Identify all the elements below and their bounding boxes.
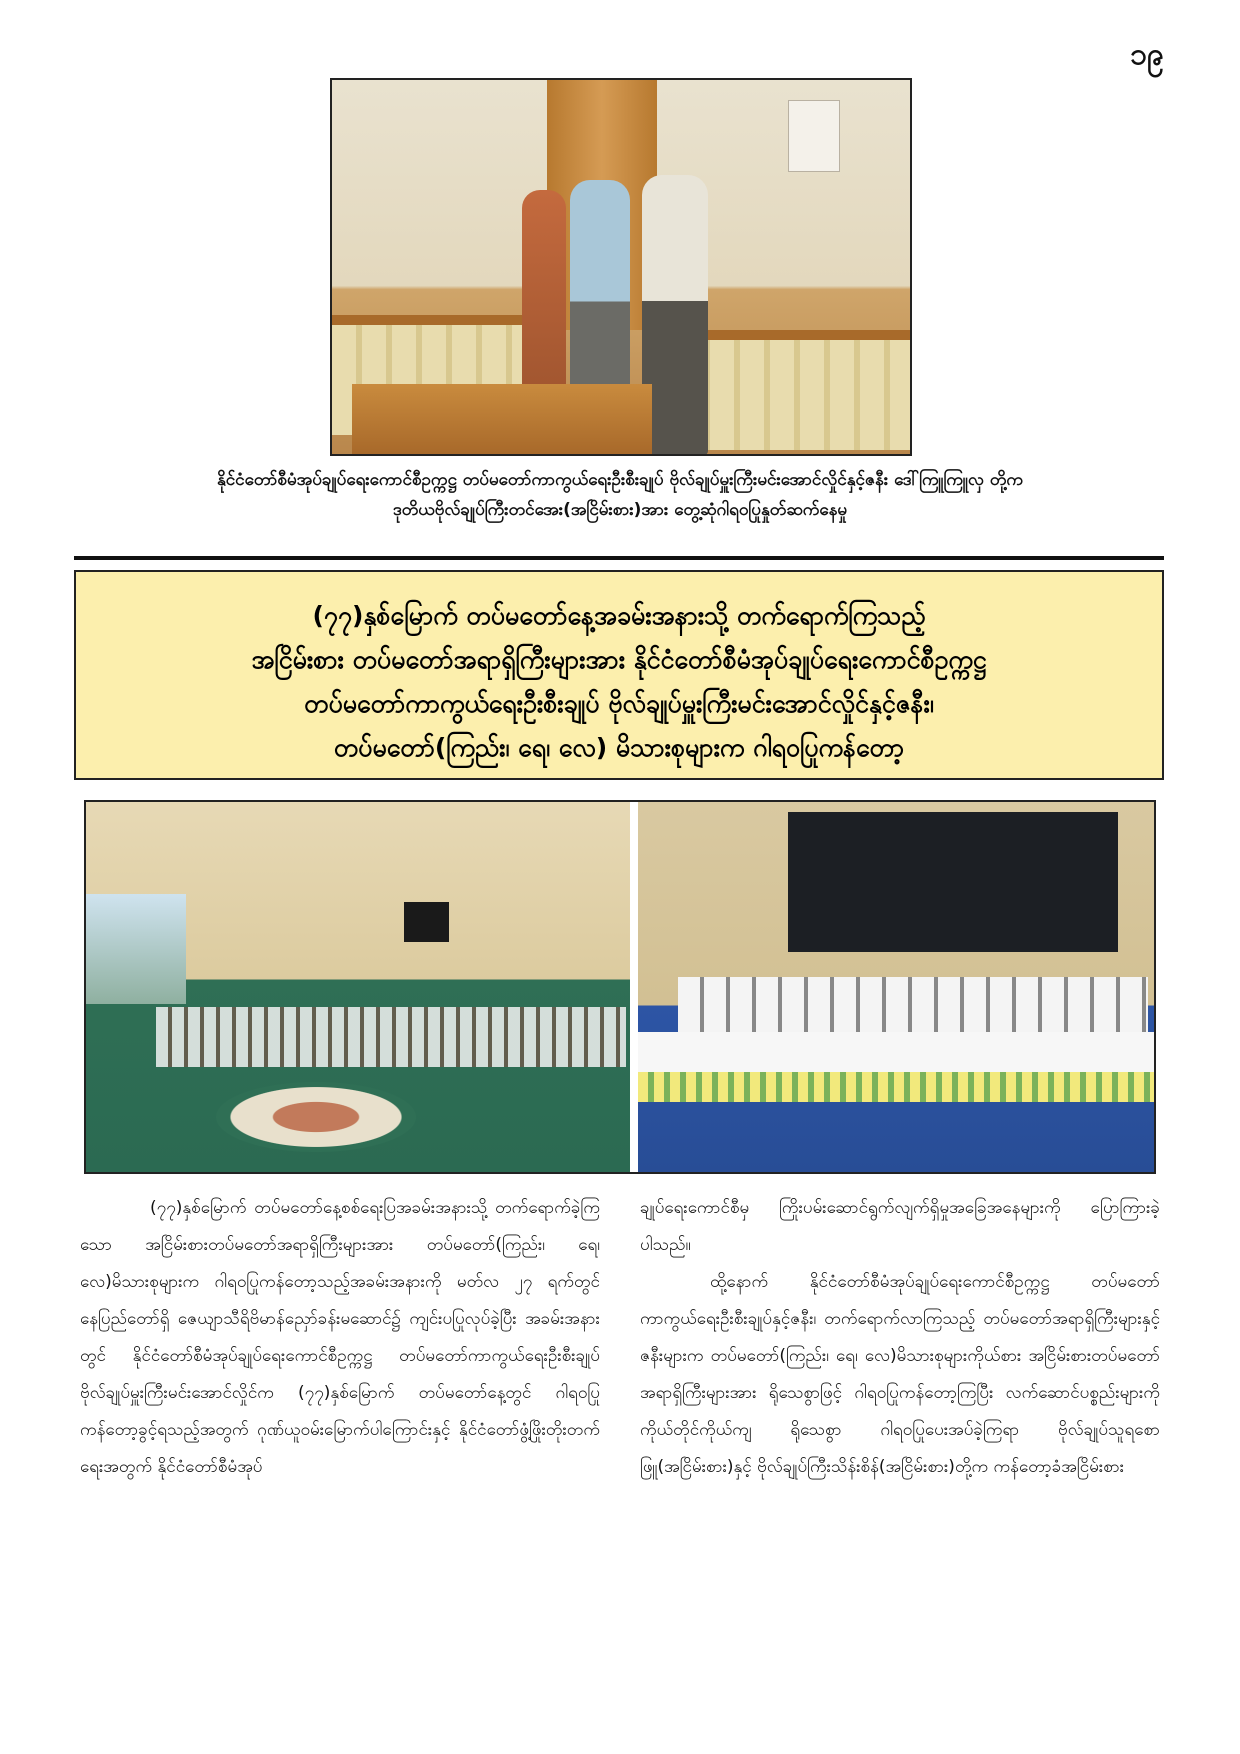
- hall-photo-right: [638, 802, 1156, 1172]
- article-paragraph-continued: ချုပ်ရေးကောင်စီမှ ကြိုးပမ်းဆောင်ရွက်လျက်ရှိမှုအခြေအနေများကို ပြောကြားခဲ့ပါသည်။: [640, 1198, 1160, 1255]
- article-column-right: [640, 1190, 1160, 1486]
- seated-officials: [678, 977, 1148, 1037]
- event-photos: [84, 800, 1156, 1174]
- photo-calendar: [788, 100, 840, 172]
- hall-screen: [404, 902, 449, 942]
- gift-table: [638, 1032, 1156, 1072]
- headline-line-4: တပ်မတော်(ကြည်း၊ ရေ၊ လေ) မိသားစုများက ဂါရဝပြုကန်တော့: [333, 733, 905, 762]
- hall-crowd: [156, 1007, 626, 1067]
- flower-arrangement: [638, 1072, 1156, 1102]
- photo-caption-line-2: ဒုတိယဗိုလ်ချုပ်ကြီးတင်အေး(အငြိမ်းစား)အား တွေ့ဆုံဂါရဝပြုနှုတ်ဆက်နေမှု: [392, 500, 848, 520]
- photo-divider: [630, 802, 638, 1172]
- page-number: ၁၉: [1130, 37, 1164, 72]
- hall-rug: [216, 1082, 416, 1152]
- article-paragraph: (၇၇)နှစ်မြောက် တပ်မတော်နေ့စစ်ရေးပြအခမ်းအနားသို့ တက်ရောက်ခဲ့ကြသော အငြိမ်းစားတပ်မတော်အရာရှိကြီးများအား တပ်မတော်(ကြည်း၊ ရေ၊ လေ)မိသားစုများက ဂါရဝပြုကန်တော့သည့်အခမ်းအနားကို မတ်လ ၂၇ ရက်တွင် နေပြည်တော်ရှိ ဇေယျာသီရိဗိမာန်ညှော်ခန်းမဆောင်၌ ကျင်းပပြုလုပ်ခဲ့ပြီး အခမ်းအနားတွင် နိုင်ငံတော်စီမံအုပ်ချုပ်ရေးကောင်စီဥက္ကဋ္ဌ တပ်မတော်ကာကွယ်ရေးဦးစီးချုပ် ဗိုလ်ချုပ်မှူးကြီးမင်းအောင်လှိုင်က (၇၇)နှစ်မြောက် တပ်မတော်နေ့တွင် ဂါရဝပြုကန်တော့ခွင့်ရသည့်အတွက် ဂုဏ်ယူဝမ်းမြောက်ပါကြောင်းနှင့် နိုင်ငံတော်ဖွံ့ဖြိုးတိုးတက်ရေးအတွက် နိုင်ငံတော်စီမံအုပ်: [80, 1198, 600, 1477]
- headline-line-2: အငြိမ်းစား တပ်မတော်အရာရှိကြီးများအား နိုင်ငံတော်စီမံအုပ်ချုပ်ရေးကောင်စီဥက္ကဋ္ဌ: [251, 645, 987, 674]
- hall-big-screen: [788, 812, 1118, 952]
- hall-mountain-painting: [86, 894, 186, 1004]
- photo-sofa-right: [680, 330, 910, 450]
- headline-box: [74, 570, 1164, 780]
- headline-line-3: တပ်မတော်ကာကွယ်ရေးဦးစီးချုပ် ဗိုလ်ချုပ်မှူးကြီးမင်းအောင်လှိုင်နှင့်ဇနီး၊: [304, 689, 934, 718]
- article-paragraph: ထို့နောက် နိုင်ငံတော်စီမံအုပ်ချုပ်ရေးကောင်စီဥက္ကဋ္ဌ တပ်မတော်ကာကွယ်ရေးဦးစီးချုပ်နှင့်ဇနီး၊ တက်ရောက်လာကြသည့် တပ်မတော်အရာရှိကြီးများနှင့်ဇနီးများက တပ်မတော်(ကြည်း၊ ရေ၊ လေ)မိသားစုများကိုယ်စား အငြိမ်းစားတပ်မတော်အရာရှိကြီးများအား ရိုသေစွာဖြင့် ဂါရဝပြုကန်တော့ကြပြီး လက်ဆောင်ပစ္စည်းများကို ကိုယ်တိုင်ကိုယ်ကျ ရိုသေစွာ ဂါရဝပြုပေးအပ်ခဲ့ကြရာ ဗိုလ်ချုပ်သူရစောဖြူ(အငြိမ်းစား)နှင့် ဗိုလ်ချုပ်ကြီးသိန်းစိန်(အငြိမ်းစား)တို့က ကန်တော့ခံအငြိမ်းစား: [640, 1272, 1160, 1477]
- section-divider: [74, 556, 1164, 560]
- photo-table: [352, 384, 652, 454]
- photo-caption-line-1: နိုင်ငံတော်စီမံအုပ်ချုပ်ရေးကောင်စီဥက္ကဋ္ဌ တပ်မတော်ကာကွယ်ရေးဦးစီးချုပ် ဗိုလ်ချုပ်မှူးကြီးမင်းအောင်လှိုင်နှင့်ဇနီး ဒေါ်ကြူကြူလှ တို့က: [216, 470, 1024, 490]
- headline-line-1: (၇၇)နှစ်မြောက် တပ်မတော်နေ့အခမ်းအနားသို့ တက်ရောက်ကြသည့်: [312, 601, 926, 630]
- article-column-left: [80, 1190, 600, 1486]
- hall-photo-left: [86, 802, 630, 1172]
- top-photo: [330, 78, 912, 456]
- photo-person-woman: [522, 190, 566, 400]
